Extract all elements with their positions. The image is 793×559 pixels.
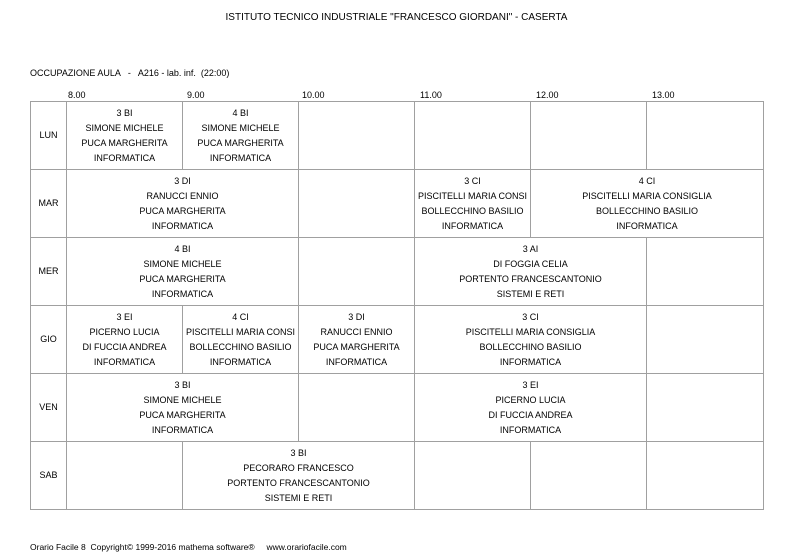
- class-label: 3 CI: [464, 175, 481, 186]
- empty-cell: [415, 102, 531, 170]
- hour-label: 11.00: [420, 90, 442, 100]
- day-row-gio: [31, 306, 764, 374]
- hour-label: 13.00: [652, 90, 675, 100]
- lesson-cell: [531, 170, 764, 238]
- subject-label: INFORMATICA: [93, 152, 156, 163]
- lesson-cell: [67, 374, 299, 442]
- teacher-name: SIMONE MICHELE: [143, 394, 222, 405]
- teacher-name: PUCA MARGHERITA: [139, 409, 226, 420]
- day-label: MER: [31, 238, 67, 306]
- day-label: MAR: [31, 170, 67, 238]
- teacher-name: BOLLECCHINO BASILIO: [479, 341, 582, 352]
- teacher-name: PUCA MARGHERITA: [139, 273, 226, 284]
- empty-cell: [299, 170, 415, 238]
- subject-label: INFORMATICA: [616, 220, 678, 231]
- teacher-name: PORTENTO FRANCESCANTONIO: [227, 477, 370, 488]
- teacher-name: DI FOGGIA CELIA: [493, 258, 568, 269]
- page-title: ISTITUTO TECNICO INDUSTRIALE "FRANCESCO GIORDANI" - CASERTA: [225, 12, 568, 23]
- teacher-name: PUCA MARGHERITA: [313, 341, 400, 352]
- lesson-cell: [183, 102, 299, 170]
- teacher-name: SIMONE MICHELE: [143, 258, 222, 269]
- teacher-name: PUCA MARGHERITA: [197, 137, 284, 148]
- teacher-name: PISCITELLI MARIA CONSI: [417, 190, 528, 201]
- lesson-cell: [67, 102, 183, 170]
- teacher-name: PECORARO FRANCESCO: [243, 462, 354, 473]
- teacher-name: SIMONE MICHELE: [85, 122, 164, 133]
- empty-cell: [647, 442, 764, 510]
- empty-cell: [299, 238, 415, 306]
- day-row-ven: [31, 374, 764, 442]
- lesson-cell: [183, 442, 415, 510]
- subject-label: INFORMATICA: [209, 356, 272, 367]
- day-label: GIO: [31, 306, 67, 374]
- lesson-cell: [415, 306, 647, 374]
- lesson-cell: [415, 238, 647, 306]
- empty-cell: [531, 102, 647, 170]
- timetable-grid: [30, 101, 764, 510]
- empty-cell: [67, 442, 183, 510]
- teacher-name: DI FUCCIA ANDREA: [488, 409, 573, 420]
- teacher-name: PISCITELLI MARIA CONSIGLIA: [465, 326, 596, 337]
- class-label: 3 AI: [522, 243, 539, 254]
- class-label: 3 DI: [348, 311, 365, 322]
- day-label: VEN: [31, 374, 67, 442]
- subject-label: INFORMATICA: [151, 288, 214, 299]
- teacher-name: RANUCCI ENNIO: [146, 190, 219, 201]
- teacher-name: PICERNO LUCIA: [495, 394, 566, 405]
- hour-label: 8.00: [68, 90, 86, 100]
- empty-cell: [647, 102, 764, 170]
- class-label: 4 CI: [232, 311, 249, 322]
- subject-label: INFORMATICA: [499, 424, 562, 435]
- lesson-cell: [183, 306, 299, 374]
- subject-label: SISTEMI E RETI: [264, 492, 333, 503]
- day-row-lun: [31, 102, 764, 170]
- day-row-mar: [31, 170, 764, 238]
- subject-label: INFORMATICA: [151, 220, 214, 231]
- day-label: SAB: [31, 442, 67, 510]
- class-label: 3 DI: [174, 175, 191, 186]
- day-row-sab: [31, 442, 764, 510]
- teacher-name: PISCITELLI MARIA CONSIGLIA: [582, 190, 712, 201]
- empty-cell: [647, 306, 764, 374]
- lesson-cell: [415, 170, 531, 238]
- lesson-cell: [67, 306, 183, 374]
- hour-label: 12.00: [536, 90, 559, 100]
- lesson-cell: [67, 238, 299, 306]
- subject-label: INFORMATICA: [499, 356, 562, 367]
- class-label: 4 BI: [174, 243, 191, 254]
- day-label: LUN: [31, 102, 67, 170]
- class-label: 3 BI: [174, 379, 191, 390]
- class-label: 3 EI: [522, 379, 539, 390]
- empty-cell: [299, 102, 415, 170]
- class-label: 3 BI: [290, 447, 307, 458]
- teacher-name: RANUCCI ENNIO: [320, 326, 393, 337]
- teacher-name: BOLLECCHINO BASILIO: [595, 205, 699, 216]
- teacher-name: PISCITELLI MARIA CONSI: [185, 326, 296, 337]
- class-label: 3 BI: [116, 107, 133, 118]
- lesson-cell: [67, 170, 299, 238]
- teacher-name: PICERNO LUCIA: [89, 326, 160, 337]
- class-label: 4 BI: [232, 107, 249, 118]
- lesson-cell: [299, 306, 415, 374]
- subject-label: INFORMATICA: [209, 152, 272, 163]
- class-label: 4 CI: [638, 175, 656, 186]
- subject-label: INFORMATICA: [151, 424, 214, 435]
- empty-cell: [647, 374, 764, 442]
- class-label: 3 EI: [116, 311, 133, 322]
- hour-label: 10.00: [302, 90, 325, 100]
- empty-cell: [415, 442, 531, 510]
- teacher-name: PUCA MARGHERITA: [139, 205, 226, 216]
- hour-label: 9.00: [187, 90, 205, 100]
- teacher-name: PORTENTO FRANCESCANTONIO: [459, 273, 602, 284]
- subject-label: INFORMATICA: [441, 220, 504, 231]
- empty-cell: [531, 442, 647, 510]
- class-label: 3 CI: [522, 311, 539, 322]
- teacher-name: BOLLECCHINO BASILIO: [189, 341, 292, 352]
- subject-label: INFORMATICA: [325, 356, 388, 367]
- empty-cell: [299, 374, 415, 442]
- lesson-cell: [415, 374, 647, 442]
- footer-copyright: Orario Facile 8 Copyright© 1999-2016 mathema software® www.orariofacile.com: [30, 542, 347, 552]
- empty-cell: [647, 238, 764, 306]
- teacher-name: PUCA MARGHERITA: [81, 137, 168, 148]
- room-occupancy-subtitle: OCCUPAZIONE AULA - A216 - lab. inf. (22:00): [30, 68, 230, 78]
- subject-label: INFORMATICA: [93, 356, 156, 367]
- day-row-mer: [31, 238, 764, 306]
- teacher-name: BOLLECCHINO BASILIO: [421, 205, 524, 216]
- teacher-name: SIMONE MICHELE: [201, 122, 280, 133]
- subject-label: SISTEMI E RETI: [496, 288, 565, 299]
- teacher-name: DI FUCCIA ANDREA: [82, 341, 167, 352]
